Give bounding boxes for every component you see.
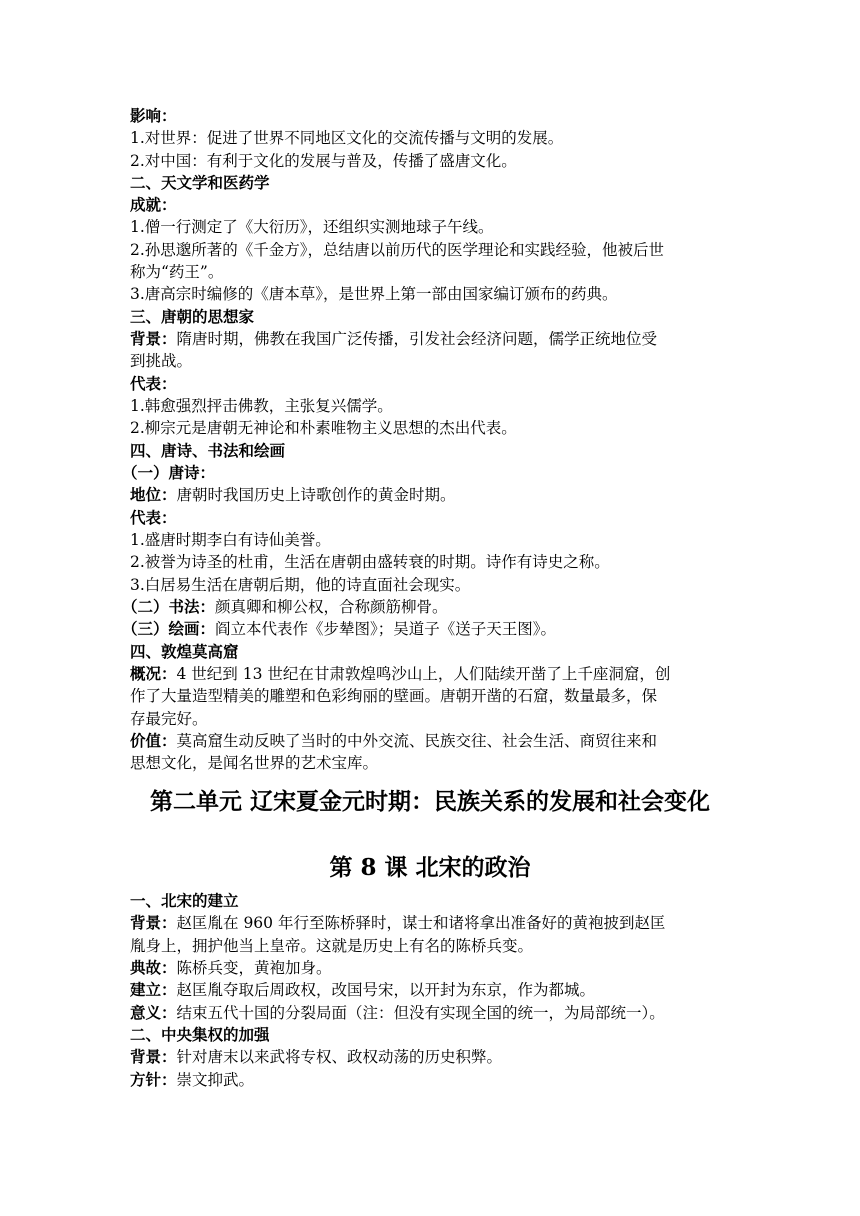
labeled-line <box>130 329 657 349</box>
text-line: 1.对世界：促进了世界不同地区文化的交流传播与文明的发展。 <box>130 129 564 147</box>
text-line: 1.韩愈强烈抨击佛教，主张复兴儒学。 <box>130 397 393 415</box>
labeled-line <box>130 664 670 684</box>
section-heading: 一、北宋的建立 <box>130 891 239 910</box>
lesson-title: 第 8 课 北宋的政治 <box>329 854 531 881</box>
labeled-line <box>130 1047 502 1067</box>
labeled-line <box>130 1070 254 1090</box>
label-text: （三）绘画： <box>122 619 216 638</box>
section-label <box>122 463 215 483</box>
labeled-line <box>130 980 595 1000</box>
text-line: 2.对中国：有利于文化的发展与普及，传播了盛唐文化。 <box>130 152 517 170</box>
section-label <box>130 508 177 528</box>
label-text: 背景： <box>130 329 177 348</box>
line-text: 崇文抑武。 <box>176 1071 255 1089</box>
section-heading: 二、中央集权的加强 <box>130 1025 270 1044</box>
labeled-line <box>130 1003 665 1023</box>
section-heading: 二、天文学和医药学 <box>130 173 270 192</box>
text-line: 胤身上，拥护他当上皇帝。这就是历史上有名的陈桥兵变。 <box>130 937 534 955</box>
line-text: 赵匡胤夺取后周政权，改国号宋，以开封为东京，作为都城。 <box>176 981 596 999</box>
label-text: 代表： <box>130 374 177 393</box>
text-line: 2.柳宗元是唐朝无神论和朴素唯物主义思想的杰出代表。 <box>130 419 517 437</box>
text-line: 2.被誉为诗圣的杜甫，生活在唐朝由盛转衰的时期。诗作有诗史之称。 <box>130 553 610 571</box>
label-text: 建立： <box>130 980 177 999</box>
text-line: 2.孙思邈所著的《千金方》，总结唐以前历代的医学理论和实践经验，他被后世 <box>130 241 665 259</box>
section-label <box>130 195 177 215</box>
text-line: 1.僧一行测定了《大衍历》，还组织实测地球子午线。 <box>130 218 494 236</box>
line-text: 结束五代十国的分裂局面（注：但没有实现全国的统一，为局部统一）。 <box>176 1004 665 1022</box>
labeled-line <box>130 958 332 978</box>
label-text: 典故： <box>130 958 177 977</box>
line-text: 隋唐时期，佛教在我国广泛传播，引发社会经济问题，儒学正统地位受 <box>176 330 658 348</box>
line-text: 颜真卿和柳公权，合称颜筋柳骨。 <box>215 598 448 616</box>
text-line: 1.盛唐时期李白有诗仙美誉。 <box>130 531 331 549</box>
label-text: 意义： <box>130 1003 177 1022</box>
label-text: 背景： <box>130 1047 177 1066</box>
text-line: 思想文化，是闻名世界的艺术宝库。 <box>130 754 379 772</box>
text-line: 3.唐高宗时编修的《唐本草》，是世界上第一部由国家编订颁布的药典。 <box>130 285 618 303</box>
labeled-line <box>130 485 456 505</box>
section-label <box>130 374 177 394</box>
line-text: 陈桥兵变，黄袍加身。 <box>176 959 332 977</box>
text-line: 作了大量造型精美的雕塑和色彩绚丽的壁画。唐朝开凿的石窟，数量最多，保 <box>130 687 658 705</box>
line-text: 赵匡胤在 960 年行至陈桥驿时，谋士和诸将拿出准备好的黄袍披到赵匡 <box>176 914 666 932</box>
section-label <box>130 106 177 126</box>
line-text: 莫高窟生动反映了当时的中外交流、民族交往、社会生活、商贸往来和 <box>176 732 658 750</box>
labeled-line <box>130 913 665 933</box>
line-text: 唐朝时我国历史上诗歌创作的黄金时期。 <box>176 486 456 504</box>
labeled-line <box>122 597 448 617</box>
line-text: 针对唐末以来武将专权、政权动荡的历史积弊。 <box>176 1048 503 1066</box>
label-text: 地位： <box>130 485 177 504</box>
text-line: 到挑战。 <box>130 352 193 370</box>
labeled-line <box>130 731 657 751</box>
label-text: 价值： <box>130 731 177 750</box>
unit-title: 第二单元 辽宋夏金元时期：民族关系的发展和社会变化 <box>149 788 710 815</box>
line-text: 阎立本代表作《步辇图》；吴道子《送子天王图》。 <box>215 620 557 638</box>
label-text: （二）书法： <box>122 597 216 616</box>
text-line: 3.白居易生活在唐朝后期，他的诗直面社会现实。 <box>130 576 471 594</box>
line-text: 4 世纪到 13 世纪在甘肃敦煌鸣沙山上，人们陆续开凿了上千座洞窟，创 <box>176 665 671 683</box>
label-text: 代表： <box>130 508 177 527</box>
label-text: 影响： <box>130 106 177 125</box>
label-text: 概况： <box>130 664 177 683</box>
text-line: 存最完好。 <box>130 710 208 728</box>
labeled-line <box>122 619 556 639</box>
label-text: 背景： <box>130 913 177 932</box>
label-text: 方针： <box>130 1070 177 1089</box>
section-heading: 三、唐朝的思想家 <box>130 307 255 326</box>
section-heading: 四、敦煌莫高窟 <box>130 642 239 661</box>
label-text: 成就： <box>130 195 177 214</box>
label-text: （一）唐诗： <box>122 463 216 482</box>
text-line: 称为“药王”。 <box>130 263 224 281</box>
section-heading: 四、唐诗、书法和绘画 <box>130 441 286 460</box>
